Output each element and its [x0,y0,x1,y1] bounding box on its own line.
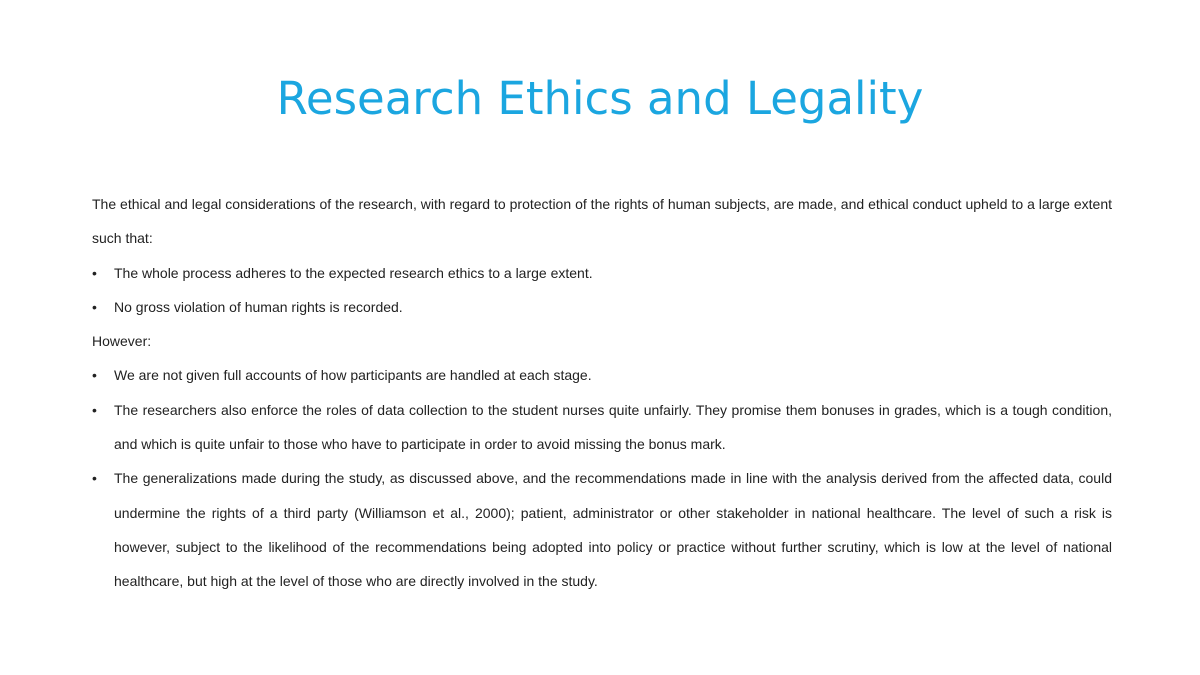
bullet-text: We are not given full accounts of how participants are handled at each stage. [114,367,592,384]
list-item [92,461,1112,598]
bullet-icon: • [92,367,97,384]
slide-title: Research Ethics and Legality [276,72,924,125]
negative-bullet-list [92,358,1112,598]
positive-bullet-list [92,256,1112,325]
however-label: However: [92,333,152,350]
bullet-icon: • [92,264,97,281]
bullet-text: The generalizations made during the study, as discussed above, and the recommendations made in line with the analysis derived from the affected data, could undermine the rights of a third party (Williamson et al., 2000); patient, administrator or other stakeholder in national healthcare. The level of such a risk is however, subject to the likelihood of the recommendations being adopted into policy or practice without further scrutiny, which is low at the level of national healthcare, but high at the level of those who are directly involved in the study. [114,470,1112,590]
intro-paragraph: The ethical and legal considerations of the research, with regard to protection of the rights of human subjects, are made, and ethical conduct upheld to a large extent such that: [92,196,1112,247]
bullet-icon: • [92,470,97,487]
list-item [92,290,1112,324]
list-item [92,358,1112,392]
bullet-text: No gross violation of human rights is recorded. [114,298,403,315]
bullet-icon: • [92,298,97,315]
bullet-icon: • [92,401,97,418]
list-item [92,393,1112,462]
bullet-text: The whole process adheres to the expected research ethics to a large extent. [114,264,593,281]
slide-body [92,187,1112,599]
bullet-text: The researchers also enforce the roles of data collection to the student nurses quite unfairly. They promise them bonuses in grades, which is a tough condition, and which is quite unfair to those who have to participate in order to avoid missing the bonus mark. [114,401,1112,453]
list-item [92,256,1112,290]
